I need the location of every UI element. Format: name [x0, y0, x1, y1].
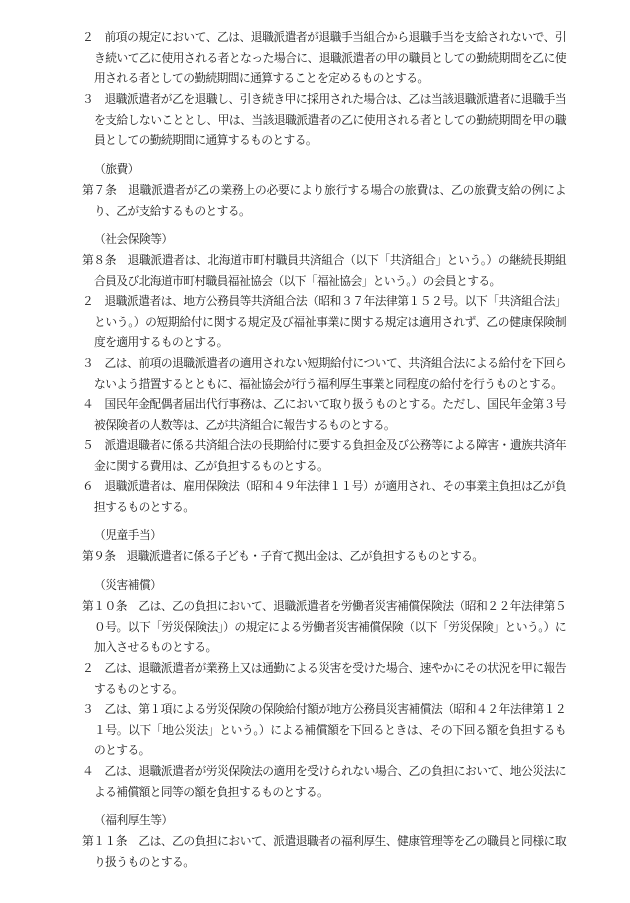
section-heading-travel-expenses: （旅費）	[94, 162, 139, 176]
article-10-paragraph-2: ２ 乙は、退職派遣者が業務上又は通勤による災害を受けた場合、速やかにその状況を甲に報告するものとする。	[82, 661, 566, 696]
section-heading-welfare: （福利厚生等）	[94, 813, 173, 827]
article-9: 第９条 退職派遣者に係る子ども・子育て拠出金は、乙が負担するものとする。	[82, 549, 484, 563]
article-8-paragraph-5: ５ 派遣退職者に係る共済組合法の長期給付に要する負担金及び公務等による障害・遺族共済年金に関する費用は、乙が負担するものとする。	[82, 438, 566, 473]
section-heading-child-allowance: （児童手当）	[94, 528, 162, 542]
article-10-paragraph-3: ３ 乙は、第１項による労災保険の保険給付額が地方公務員災害補償法（昭和４２年法律第１２１号。以下「地公災法」という。）による補償額を下回るときは、その下回る額を負担するものとする。	[82, 702, 566, 758]
article-8: 第８条 退職派遣者は、北海道市町村職員共済組合（以下「共済組合」という。）の継続長期組合員及び北海道市町村職員福祉協会（以下「福祉協会」という。）の会員とする。	[82, 253, 566, 288]
article-8-paragraph-6: ６ 退職派遣者は、雇用保険法（昭和４９年法律１１号）が適用され、その事業主負担は乙が負担するものとする。	[82, 479, 566, 514]
article-10: 第１０条 乙は、乙の負担において、退職派遣者を労働者災害補償保険法（昭和２２年法律第５０号。以下「労災保険法」）の規定による労働者災害補償保険（以下「労災保険」という。）に加入させるものとする。	[82, 599, 566, 655]
article-6-paragraph-3: ３ 退職派遣者が乙を退職し、引き続き甲に採用された場合は、乙は当該退職派遣者に退職手当を支給しないこととし、甲は、当該退職派遣者の乙に使用される者としての勤続期間を甲の職員としての勤続期間に通算するものとする。	[82, 92, 566, 148]
article-6-paragraph-2: ２ 前項の規定において、乙は、退職派遣者が退職手当組合から退職手当を支給されないで、引き続いて乙に使用される者となった場合に、退職派遣者の甲の職員としての勤続期間を乙に使用される者としての勤続期間に通算することを定めるものとする。	[82, 30, 566, 86]
article-8-paragraph-3: ３ 乙は、前項の退職派遣者の適用されない短期給付について、共済組合法による給付を下回らないよう措置するとともに、福祉協会が行う福利厚生事業と同程度の給付を行うものとする。	[82, 356, 566, 391]
article-8-paragraph-4: ４ 国民年金配偶者届出代行事務は、乙において取り扱うものとする。ただし、国民年金第３号被保険者の人数等は、乙が共済組合に報告するものとする。	[82, 397, 566, 432]
article-10-paragraph-4: ４ 乙は、退職派遣者が労災保険法の適用を受けられない場合、乙の負担において、地公災法による補償額と同等の額を負担するものとする。	[82, 764, 566, 799]
section-heading-social-insurance: （社会保険等）	[94, 232, 173, 246]
article-7: 第７条 退職派遣者が乙の業務上の必要により旅行する場合の旅費は、乙の旅費支給の例により、乙が支給するものとする。	[82, 183, 566, 218]
article-11: 第１１条 乙は、乙の負担において、派遣退職者の福利厚生、健康管理等を乙の職員と同様に取り扱うものとする。	[82, 834, 566, 869]
section-heading-accident-compensation: （災害補償）	[94, 578, 162, 592]
article-8-paragraph-2: ２ 退職派遣者は、地方公務員等共済組合法（昭和３７年法律第１５２号。以下「共済組合法」という。）の短期給付に関する規定及び福祉事業に関する規定は適用されず、乙の健康保険制度を適用するものとする。	[82, 294, 566, 350]
